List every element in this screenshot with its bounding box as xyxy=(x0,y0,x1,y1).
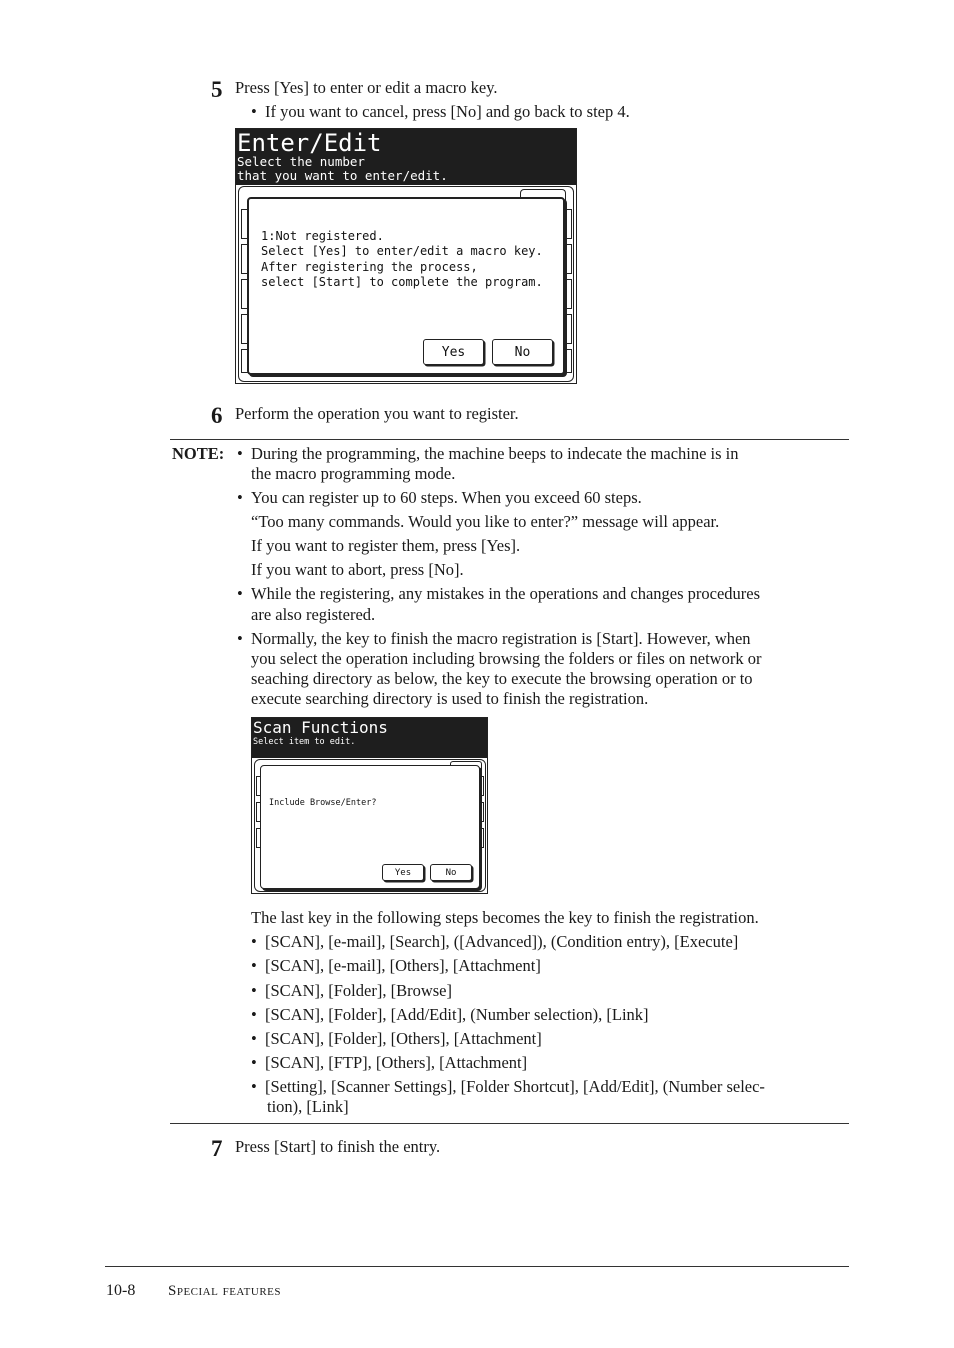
step-5-number: 5 xyxy=(211,77,223,102)
step-5-bullet: • If you want to cancel, press [No] and go back to step 4. xyxy=(251,102,630,121)
list-item-edge xyxy=(564,279,572,309)
browse-dialog xyxy=(260,765,480,889)
list-item-edge xyxy=(564,209,572,239)
note-bullet-2-line4: If you want to abort, press [No]. xyxy=(251,560,464,579)
step-7-number: 7 xyxy=(211,1136,223,1161)
list-item: • [Setting], [Scanner Settings], [Folder Shortcut], [Add/Edit], (Number selec- xyxy=(251,1077,765,1096)
step-5-text: Press [Yes] to enter or edit a macro key. xyxy=(235,78,498,97)
yes-button[interactable]: Yes xyxy=(423,339,484,365)
enter-edit-screen xyxy=(235,128,577,384)
step-7-text: Press [Start] to finish the entry. xyxy=(235,1137,441,1156)
dialog-line-1: 1:Not registered. xyxy=(261,229,384,243)
list-item: • [SCAN], [Folder], [Browse] xyxy=(251,981,452,1000)
note-bullet-2: • You can register up to 60 steps. When you exceed 60 steps. xyxy=(237,488,642,507)
note-top-rule xyxy=(170,439,849,440)
screen-header xyxy=(236,129,576,185)
step-6-number: 6 xyxy=(211,403,223,428)
step-6-text: Perform the operation you want to register. xyxy=(235,404,519,423)
footer-rule xyxy=(105,1266,849,1267)
note-bullet-4-line4: execute searching directory is used to finish the registration. xyxy=(251,689,649,708)
yes-button[interactable]: Yes xyxy=(382,864,424,881)
screen-header xyxy=(252,718,487,758)
screen-subtitle-line2: that you want to enter/edit. xyxy=(237,168,448,183)
note-bullet-3: • While the registering, any mistakes in the operations and changes procedures xyxy=(237,584,761,603)
list-item: • [SCAN], [Folder], [Add/Edit], (Number selection), [Link] xyxy=(251,1005,649,1024)
list-item: • [SCAN], [FTP], [Others], [Attachment] xyxy=(251,1053,528,1072)
scan-functions-screen xyxy=(251,717,488,894)
no-button[interactable]: No xyxy=(492,339,553,365)
page-number: 10-8 xyxy=(106,1282,136,1299)
note-bullet-3-cont: are also registered. xyxy=(251,605,376,624)
list-item: • [SCAN], [e-mail], [Others], [Attachment] xyxy=(251,956,541,975)
screen-subtitle: Select item to edit. xyxy=(253,737,356,747)
note-bullet-1: • During the programming, the machine beeps to indecate the machine is in xyxy=(237,444,739,463)
note-bullet-2-line3: If you want to register them, press [Yes]. xyxy=(251,536,521,555)
list-item: • [SCAN], [e-mail], [Search], ([Advanced]), (Condition entry), [Execute] xyxy=(251,932,739,951)
note-label: NOTE: xyxy=(172,444,225,463)
note-bottom-rule xyxy=(170,1123,849,1124)
dialog-text: Include Browse/Enter? xyxy=(269,798,377,808)
note-bullet-1-cont: the macro programming mode. xyxy=(251,464,456,483)
no-button[interactable]: No xyxy=(430,864,472,881)
list-item: • [SCAN], [Folder], [Others], [Attachment] xyxy=(251,1029,542,1048)
list-item-edge xyxy=(564,314,572,344)
screen-subtitle-line1: Select the number xyxy=(237,154,365,169)
note-bullet-4-line3: seaching directory as below, the key to execute the browsing operation or to xyxy=(251,669,753,688)
dialog-line-4: select [Start] to complete the program. xyxy=(261,275,543,289)
screen-title: Scan Functions xyxy=(253,718,388,737)
confirm-dialog xyxy=(247,197,565,375)
list-item-edge xyxy=(564,349,572,373)
dialog-line-3: After registering the process, xyxy=(261,260,478,274)
list-item-cont: tion), [Link] xyxy=(267,1097,349,1116)
note-bullet-4: • Normally, the key to finish the macro registration is [Start]. However, when xyxy=(237,629,751,648)
section-name: Special features xyxy=(168,1283,281,1299)
list-item-edge xyxy=(564,244,572,274)
dialog-line-2: Select [Yes] to enter/edit a macro key. xyxy=(261,244,543,258)
note-after-screen: The last key in the following steps becomes the key to finish the registration. xyxy=(251,908,759,927)
note-bullet-2-line2: “Too many commands. Would you like to enter?” message will appear. xyxy=(251,512,720,531)
screen-title: Enter/Edit xyxy=(237,129,382,157)
note-bullet-4-line2: you select the operation including browsing the folders or files on network or xyxy=(251,649,762,668)
